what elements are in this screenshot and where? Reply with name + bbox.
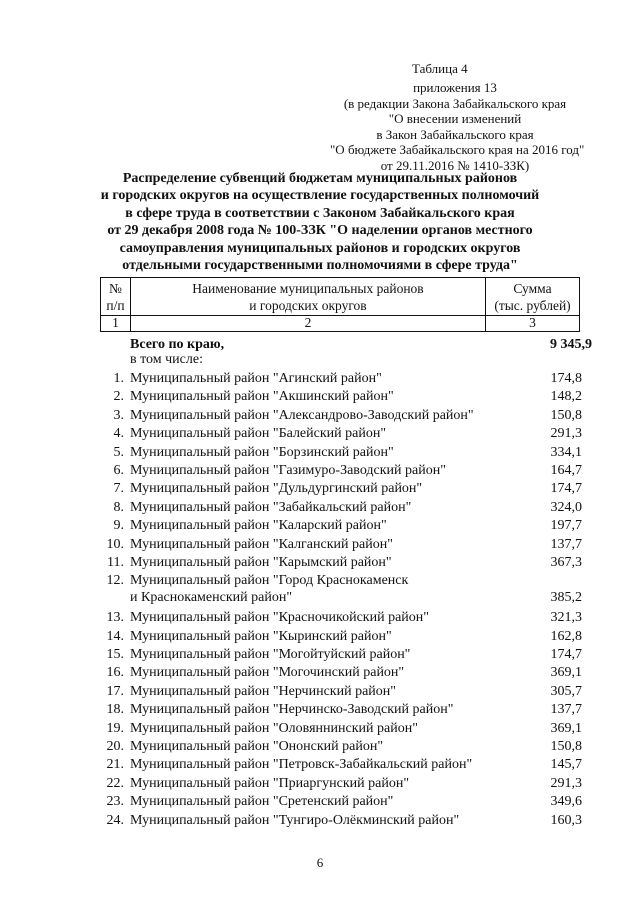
header-sum: Сумма (тыс. рублей): [494, 281, 571, 313]
title-line: в сфере труда в соответствии с Законом Забайкальского края: [125, 205, 515, 221]
district-name: Муниципальный район "Сретенский район": [130, 794, 394, 810]
row-number: 20.: [106, 739, 124, 754]
district-amount: 148,2: [550, 389, 582, 405]
district-amount: 334,1: [550, 444, 582, 460]
district-amount: 367,3: [550, 555, 582, 570]
district-amount: 174,7: [550, 481, 582, 497]
district-name: Муниципальный район "Кыринский район": [130, 628, 392, 644]
header-line: "О внесении изменений: [388, 111, 522, 126]
total-label: Всего по краю,: [130, 337, 225, 352]
district-amount: 174,8: [550, 371, 582, 386]
row-number: 7.: [113, 481, 124, 497]
district-amount: 324,0: [550, 499, 582, 515]
row-number: 8.: [113, 499, 124, 515]
table-row: [100, 700, 590, 719]
table-row: [100, 663, 590, 682]
district-name: Муниципальный район "Приаргунский район": [130, 775, 410, 791]
table-row: [100, 424, 590, 443]
title-line: и городских округов на осуществление государственных полномочий: [100, 188, 540, 204]
district-name: Муниципальный район "Агинский район": [130, 371, 382, 386]
district-name: Муниципальный район "Могойтуйский район": [130, 647, 411, 662]
row-number: 22.: [106, 775, 124, 791]
table-row: [100, 479, 590, 498]
district-name: Муниципальный район "Балейский район": [130, 426, 387, 442]
row-number: 16.: [106, 665, 124, 681]
table-row: [100, 387, 590, 406]
district-amount: 145,7: [550, 757, 582, 773]
district-name: Муниципальный район "Тунгиро-Олёкминский район": [130, 812, 460, 828]
table-row: [100, 369, 590, 388]
table-row: [100, 516, 590, 535]
row-number: 2.: [113, 389, 124, 405]
row-number: 9.: [113, 518, 124, 534]
table-row: [100, 571, 590, 606]
district-name: Муниципальный район "Ононский район": [130, 739, 384, 754]
district-amount: 349,6: [550, 794, 582, 810]
district-name: Муниципальный район "Нерчинско-Заводский район": [130, 702, 454, 718]
district-amount: 137,7: [550, 702, 582, 718]
district-amount: 291,3: [550, 775, 582, 791]
table-row: [100, 755, 590, 774]
title-line: от 29 декабря 2008 года № 100-ЗЗК "О наделении органов местного: [107, 223, 533, 239]
district-name: Муниципальный район "Карымский район": [130, 555, 392, 570]
district-name: Муниципальный район "Нерчинский район": [130, 683, 396, 699]
district-amount: 137,7: [550, 536, 582, 552]
district-amount: 197,7: [550, 518, 582, 534]
district-amount: 369,1: [550, 720, 582, 736]
table-row: [100, 792, 590, 811]
district-name: Муниципальный район "Город Краснокаменск: [130, 573, 409, 589]
table-row: [100, 811, 590, 830]
table-row: [100, 498, 590, 517]
table-row: [100, 737, 590, 756]
district-name: Муниципальный район "Каларский район": [130, 518, 387, 534]
district-name: Муниципальный район "Могочинский район": [130, 665, 405, 681]
table-row: [100, 461, 590, 480]
table-border-top: [100, 277, 580, 278]
district-name: Муниципальный район "Калганский район": [130, 536, 393, 552]
header-line: "О бюджете Забайкальского края на 2016 год": [330, 142, 585, 157]
row-number: 13.: [106, 610, 124, 626]
title-line: самоуправления муниципальных районов и городских округов: [119, 240, 521, 256]
district-amount: 162,8: [550, 628, 582, 644]
table-row: [100, 645, 590, 664]
district-name: Муниципальный район "Петровск-Забайкальский район": [130, 757, 473, 773]
title-line: Распределение субвенций бюджетам муниципальных районов: [122, 171, 518, 186]
district-name: Муниципальный район "Акшинский район": [130, 389, 394, 405]
index-cell-1: 1: [112, 315, 119, 330]
table-row: [100, 535, 590, 554]
row-number: 3.: [113, 407, 124, 423]
district-amount: 305,7: [550, 683, 582, 699]
row-number: 10.: [106, 536, 124, 552]
table-border-bottom: [100, 331, 580, 332]
table-row: [100, 608, 590, 627]
district-name: Муниципальный район "Газимуро-Заводский район": [130, 463, 446, 478]
district-name: Муниципальный район "Дульдургинский район": [130, 481, 423, 497]
row-number: 6.: [113, 463, 124, 478]
header-line: в Закон Забайкальского края: [376, 126, 534, 142]
total-subtitle: в том числе:: [130, 352, 203, 367]
district-name: Муниципальный район "Александрово-Заводский район": [130, 407, 474, 423]
page-number: 6: [316, 855, 324, 870]
table-row: [100, 443, 590, 462]
district-amount: 385,2: [550, 590, 582, 606]
header-line: приложения 13: [413, 80, 497, 95]
row-number: 11.: [107, 555, 124, 570]
row-number: 17.: [106, 683, 124, 699]
table-row: [100, 719, 590, 738]
district-amount: 164,7: [550, 463, 582, 478]
row-number: 1.: [113, 371, 124, 386]
table-label: Таблица 4: [412, 61, 468, 76]
header-line: от 29.11.2016 № 1410-ЗЗК): [380, 157, 530, 173]
table-row: [100, 406, 590, 425]
row-number: 23.: [106, 794, 124, 810]
district-name: Муниципальный район "Красночикойский район": [130, 610, 429, 626]
district-name-continued: и Краснокаменский район": [130, 590, 293, 606]
row-number: 24.: [106, 812, 124, 828]
row-number: 4.: [113, 426, 124, 442]
header-line: (в редакции Закона Забайкальского края: [343, 95, 567, 111]
header-number: № п/п: [106, 281, 125, 313]
table-row: [100, 774, 590, 793]
table-row: [100, 682, 590, 701]
district-amount: 369,1: [550, 665, 582, 681]
title-line: отдельными государственными полномочиями в сфере труда": [122, 258, 518, 274]
row-number: 19.: [106, 720, 124, 736]
table-border-right: [579, 277, 580, 332]
index-cell-3: 3: [529, 315, 536, 330]
row-number: 5.: [113, 444, 124, 460]
district-amount: 160,3: [550, 812, 582, 828]
district-amount: 150,8: [550, 407, 582, 423]
district-amount: 321,3: [550, 610, 582, 626]
appendix-header: [330, 80, 585, 173]
document-title: [80, 170, 560, 274]
row-number: 21.: [106, 757, 124, 773]
row-number: 18.: [106, 702, 124, 718]
index-cell-2: 2: [304, 315, 312, 330]
district-amount: 291,3: [550, 426, 582, 442]
table-row: [100, 553, 590, 572]
district-amount: 150,8: [550, 739, 582, 754]
header-name: Наименование муниципальных районов и городских округов: [192, 281, 424, 313]
row-number: 15.: [106, 647, 124, 662]
row-number: 12.: [106, 573, 124, 589]
total-value: 9 345,9: [550, 337, 592, 352]
district-name: Муниципальный район "Забайкальский район": [130, 499, 412, 515]
row-number: 14.: [106, 628, 124, 644]
district-name: Муниципальный район "Борзинский район": [130, 444, 394, 460]
table-row: [100, 627, 590, 646]
district-name: Муниципальный район "Оловяннинский район": [130, 720, 418, 736]
district-amount: 174,7: [550, 647, 582, 662]
